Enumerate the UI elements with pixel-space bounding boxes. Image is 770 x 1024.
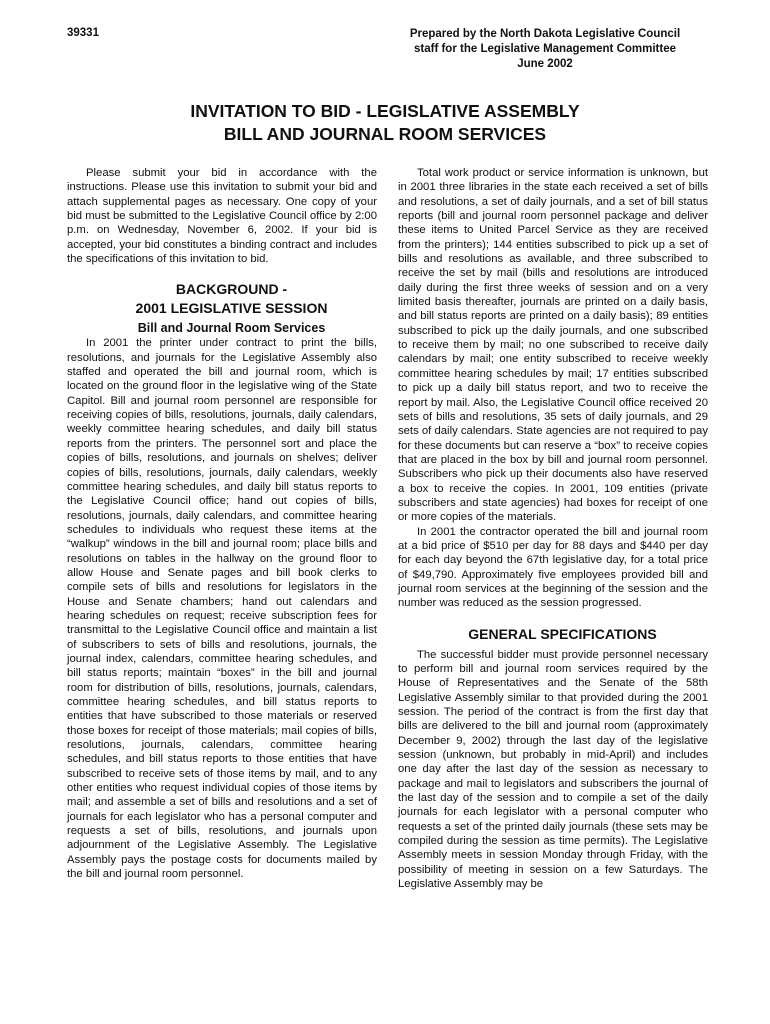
- background-heading: BACKGROUND -: [175, 281, 288, 298]
- document-id: 39331: [67, 27, 99, 39]
- title-line-2: BILL AND JOURNAL ROOM SERVICES: [223, 124, 547, 144]
- intro-paragraph: Please submit your bid in accordance with the instructions. Please use this invitation to submit your bid and attach supplemental pages as necessary. One copy of your bid must be submitted to the Legislative Council office by 2:00 p.m. on Wednesday, November 6, 2002. If your bid is accepted, your bid constitutes a binding contract and includes the specifications of this invitation to bid.: [67, 167, 377, 266]
- bill-journal-subheading: Bill and Journal Room Services: [137, 321, 326, 336]
- right-column: [398, 166, 708, 892]
- prepared-for-line: staff for the Legislative Management Committee: [414, 43, 676, 55]
- contractor-paragraph: In 2001 the contractor operated the bill and journal room at a bid price of $510 per day for 88 days and $440 per day for each day beyond the 67th legislative day, for a total price of $49,790. Approximately five employees provided bill and journal room services at the beginning of the session and the number was reduced as the session progressed.: [398, 525, 708, 610]
- prepared-date: June 2002: [517, 58, 573, 70]
- general-specifications-paragraph: The successful bidder must provide personnel necessary to perform bill and journal room services required by the House of Representatives and the Senate of the 58th Legislative Assembly similar to that provided during the 2001 session. The period of the contract is from the first day that bills are delivered to the bill and journal room (approximately December 9, 2002) through the last day of the legislative session (unknown, but probably in mid-April) and includes one day after the last day of the session as necessary to package and mail to legislators and subscribers the journal of the last day of the session and to compile a set of the daily journals for each legislator with a personal computer who requests a set of the printed daily journals (these sets may be compiled during the session as time permits). The Legislative Assembly meets in session Monday through Friday, with the possibility of meeting in session on a few Saturdays. The Legislative Assembly may be: [398, 648, 708, 891]
- left-column: [67, 166, 377, 881]
- prepared-by-block: [380, 27, 710, 72]
- general-specifications-heading: GENERAL SPECIFICATIONS: [468, 625, 657, 642]
- prepared-by-line: Prepared by the North Dakota Legislative Council: [409, 28, 681, 40]
- background-heading-session: 2001 LEGISLATIVE SESSION: [135, 300, 328, 317]
- work-product-paragraph: Total work product or service information is unknown, but in 2001 three libraries in the state each received a set of bills and resolutions, a set of daily journals, and a set of bill status reports (bill and journal room personnel package and deliver these items to United Parcel Service as they are received from the printers); 144 entities subscribed to pick up a set of bills and resolutions as available, and three subscribed to receive the set by mail (bills and resolutions are introduced daily during the first three weeks of session and on a very limited basis thereafter, journals are printed on a daily basis, and bill status reports are printed on a daily basis); 89 entities subscribed to pick up the daily journals, and one subscribed to receive them by mail; no one subscribed to receive daily calendars by mail; one entity subscribed to receive weekly committee hearing schedules by mail; 17 entities subscribed to pick up a daily bill status report, and two to receive the report by mail. Also, the Legislative Council office received 20 sets of bills and resolutions, 35 sets of daily journals, and 29 sets of daily calendars. State agencies are not required to pay for these documents but can reserve a “box” to receive copies that are placed in the box by bill and journal room personnel. Subscribers who pick up their documents also have reserved a box to receive the copies. In 2001, 109 entities (private subscribers and state agencies) had boxes for receipt of one or more copies of the materials.: [398, 167, 708, 524]
- document-title: [60, 100, 710, 146]
- background-paragraph: In 2001 the printer under contract to print the bills, resolutions, and journals for the Legislative Assembly also staffed and operated the bill and journal room, which is located on the ground floor in the legislative wing of the State Capitol. Bill and journal room personnel are responsible for receiving copies of bills, resolutions, journals, daily calendars, weekly committee hearing schedules, and daily bill status reports from the printers. The personnel sort and place the copies of bills, resolutions, and journals on shelves; deliver copies of bills, resolutions, journals, daily calendars, weekly committee hearing schedules, and daily bill status reports to the Legislative Council office; hand out copies of bills, resolutions, journals, daily calendars, and committee hearing schedules to individuals who request these items at the “walkup” windows in the bill and journal room; place bills and resolutions on tables in the hallway on the ground floor to allow House and Senate pages and bill book clerks to compile sets of bills and resolutions for legislators in the House and Senate chambers; hand out calendars and hearing schedules on request; receive subscription fees for transmittal to the Legislative Council office and maintain a list of subscribers to sets of bills and resolutions, journals, the journal index, calendars, committee hearing schedules, and bill status reports; maintain “boxes” in the bill and journal room for distribution of bills, resolutions, journals, calendars, committee hearing schedules, and bill status reports to entities that have subscribed to those materials or reserved those boxes for receipt of those materials; mail copies of bills, resolutions, journals, calendars, committee hearing schedules, and bill status reports to those entities that have subscribed to receive sets of those items by mail, and to any other entities who request individual copies of those items by mail; and assemble a set of bills and resolutions and a set of journals for each legislator who has a personal computer and requests a set of bills, resolutions, and journals upon adjournment of the Legislative Assembly. The Legislative Assembly pays the postage costs for documents mailed by the bill and journal room personnel.: [67, 337, 377, 881]
- title-line-1: INVITATION TO BID - LEGISLATIVE ASSEMBLY: [190, 101, 580, 121]
